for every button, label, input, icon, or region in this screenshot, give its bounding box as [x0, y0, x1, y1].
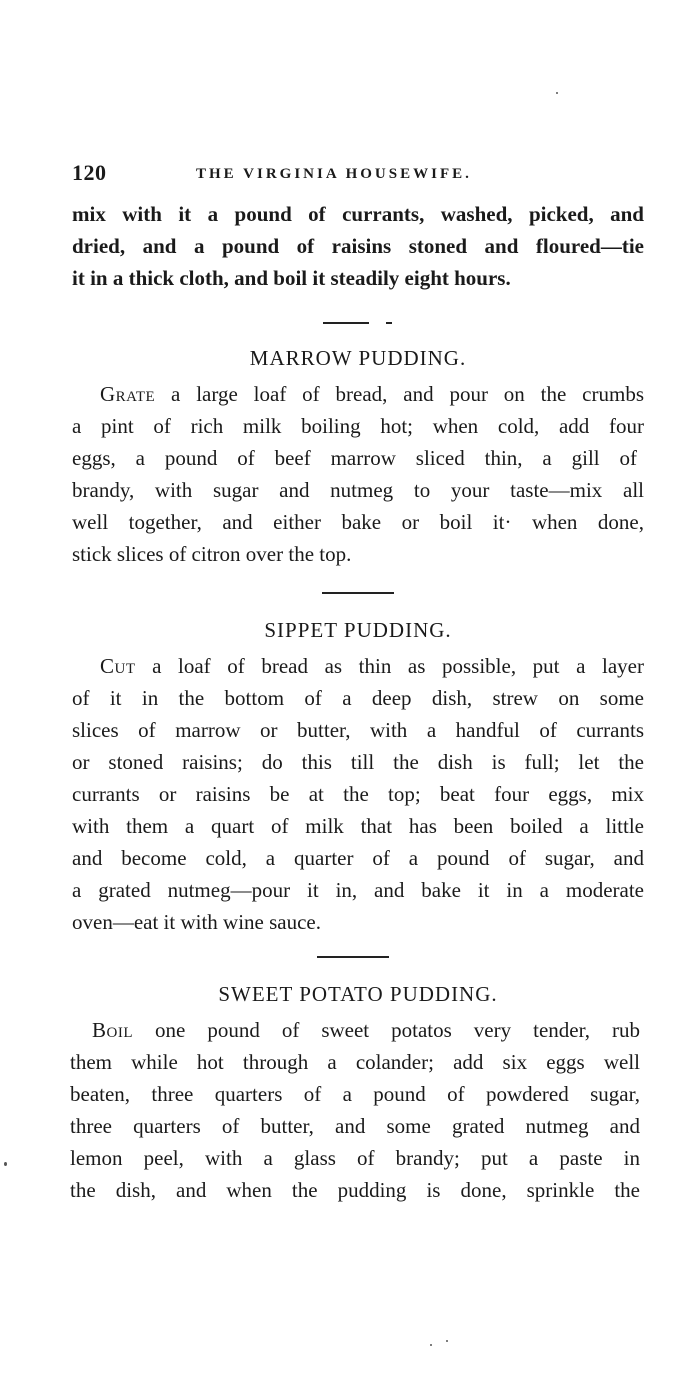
- recipe-heading: SWEET POTATO PUDDING.: [218, 982, 498, 1006]
- print-speck: [446, 1340, 448, 1342]
- recipe-line: stick slices of citron over the top.: [72, 542, 352, 566]
- lead-word: Cut: [100, 654, 136, 678]
- recipe-line: well together, and either bake or boil it· when done,: [72, 510, 644, 534]
- recipe-line: three quarters of butter, and some grated nutmeg and: [70, 1114, 640, 1138]
- continuation-line: it in a thick cloth, and boil it steadily eight hours.: [72, 266, 511, 290]
- recipe-line: and become cold, a quarter of a pound of sugar, and: [72, 846, 644, 870]
- recipe-line: the dish, and when the pudding is done, sprinkle the: [70, 1178, 640, 1202]
- running-title: THE VIRGINIA HOUSEWIFE.: [196, 166, 472, 182]
- recipe-line: currants or raisins be at the top; beat four eggs, mix: [72, 782, 644, 806]
- recipe-first-line: Cut a loaf of bread as thin as possible, put a layer: [100, 654, 644, 678]
- recipe-first-line: Grate a large loaf of bread, and pour on the crumbs: [100, 382, 644, 406]
- running-header: [72, 160, 644, 192]
- recipe-line: or stoned raisins; do this till the dish is full; let the: [72, 750, 644, 774]
- recipe-heading: SIPPET PUDDING.: [264, 618, 452, 642]
- recipe-first-line: Boil one pound of sweet potatos very tender, rub: [92, 1018, 640, 1042]
- recipe-line: lemon peel, with a glass of brandy; put a paste in: [70, 1146, 640, 1170]
- recipe-line: of it in the bottom of a deep dish, strew on some: [72, 686, 644, 710]
- recipe-line: with them a quart of milk that has been boiled a little: [72, 814, 644, 838]
- continuation-line: mix with it a pound of currants, washed, picked, and: [72, 202, 644, 226]
- recipe-line: beaten, three quarters of a pound of powdered sugar,: [70, 1082, 640, 1106]
- print-speck: [430, 1344, 432, 1346]
- recipe-line: oven—eat it with wine sauce.: [72, 910, 322, 934]
- recipe-line: slices of marrow or butter, with a handful of currants: [72, 718, 644, 742]
- print-speck: [556, 92, 558, 94]
- recipe-line: brandy, with sugar and nutmeg to your taste—mix all: [72, 478, 644, 502]
- lead-word: Grate: [100, 382, 156, 406]
- page-number: 120: [72, 160, 107, 185]
- section-divider-dot: [386, 322, 392, 324]
- recipe-line: a grated nutmeg—pour it in, and bake it in a moderate: [72, 878, 644, 902]
- recipe-line: them while hot through a colander; add six eggs well: [70, 1050, 640, 1074]
- continuation-line: dried, and a pound of raisins stoned and floured—tie: [72, 234, 644, 258]
- recipe-line: eggs, a pound of beef marrow sliced thin, a gill of: [72, 446, 637, 470]
- recipe-heading: MARROW PUDDING.: [249, 346, 467, 370]
- recipe-line: a pint of rich milk boiling hot; when cold, add four: [72, 414, 644, 438]
- print-speck: [4, 1162, 7, 1166]
- section-divider: [317, 956, 389, 958]
- section-divider: [322, 592, 394, 594]
- section-divider: [323, 322, 369, 324]
- lead-word: Boil: [92, 1018, 133, 1042]
